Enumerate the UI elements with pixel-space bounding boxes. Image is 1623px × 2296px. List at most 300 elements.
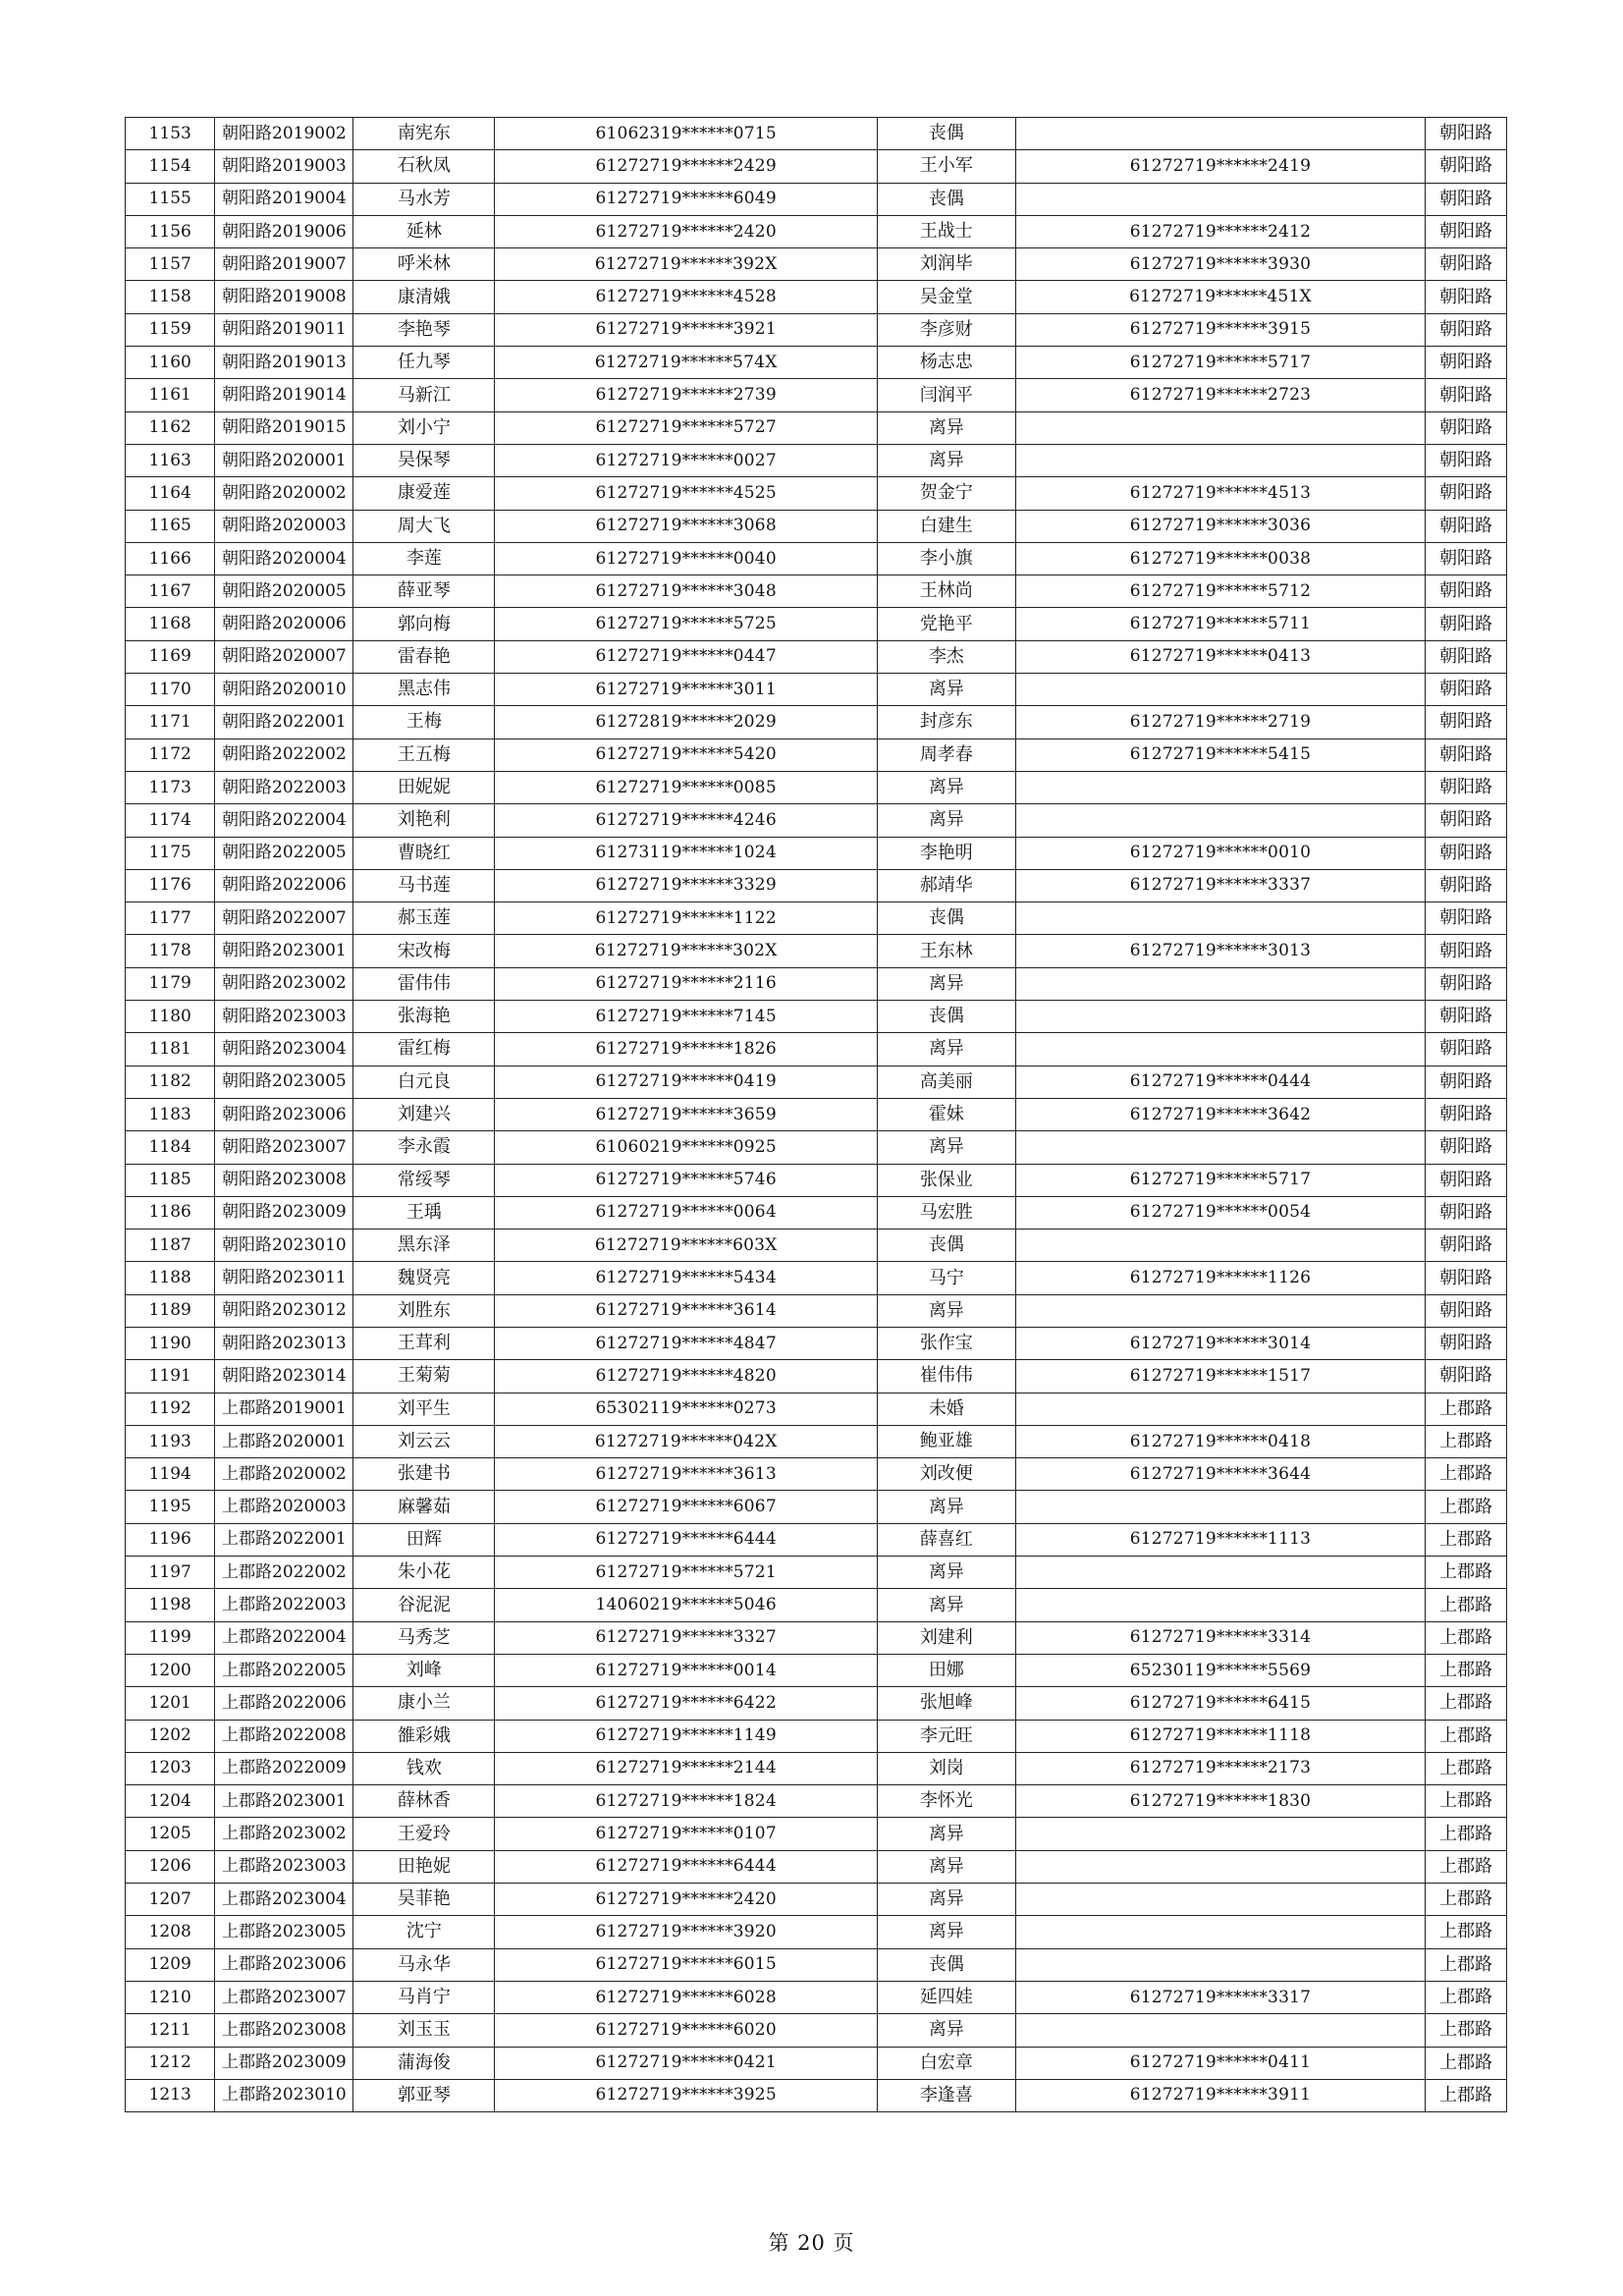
- spouse-or-status-cell: 离异: [877, 1818, 1015, 1850]
- applicant-id-cell: 61272719******0447: [495, 640, 877, 673]
- street-cell: 朝阳路: [1426, 1230, 1507, 1262]
- row-number-cell: 1162: [126, 411, 215, 444]
- spouse-or-status-cell: 丧偶: [877, 1948, 1015, 1981]
- spouse-id-cell: 61272719******3642: [1015, 1098, 1425, 1130]
- applicant-name-cell: 麻馨茹: [353, 1491, 495, 1523]
- table-row: [126, 1230, 1507, 1262]
- spouse-id-cell: 61272719******0413: [1015, 640, 1425, 673]
- street-cell: 朝阳路: [1426, 967, 1507, 1000]
- table-row: [126, 935, 1507, 967]
- spouse-or-status-cell: 周孝春: [877, 738, 1015, 771]
- spouse-or-status-cell: 丧偶: [877, 1230, 1015, 1262]
- street-cell: 朝阳路: [1426, 150, 1507, 183]
- table-row: [126, 738, 1507, 771]
- street-cell: 上郡路: [1426, 1785, 1507, 1818]
- spouse-id-cell: [1015, 967, 1425, 1000]
- household-code-cell: 朝阳路2023004: [215, 1033, 353, 1066]
- spouse-or-status-cell: 李杰: [877, 640, 1015, 673]
- table-row: [126, 118, 1507, 150]
- applicant-name-cell: 康清娥: [353, 281, 495, 313]
- spouse-id-cell: 61272719******3314: [1015, 1621, 1425, 1654]
- records-body: [126, 118, 1507, 2112]
- street-cell: 上郡路: [1426, 1884, 1507, 1916]
- spouse-or-status-cell: 张作宝: [877, 1327, 1015, 1359]
- household-code-cell: 朝阳路2023012: [215, 1294, 353, 1327]
- table-row: [126, 1393, 1507, 1425]
- street-cell: 朝阳路: [1426, 1131, 1507, 1164]
- household-code-cell: 上郡路2022004: [215, 1621, 353, 1654]
- table-row: [126, 869, 1507, 902]
- row-number-cell: 1179: [126, 967, 215, 1000]
- street-cell: 上郡路: [1426, 1720, 1507, 1752]
- household-code-cell: 上郡路2023004: [215, 1884, 353, 1916]
- spouse-id-cell: 61272719******1126: [1015, 1262, 1425, 1294]
- spouse-or-status-cell: 田娜: [877, 1654, 1015, 1686]
- table-row: [126, 1033, 1507, 1066]
- household-code-cell: 朝阳路2023001: [215, 935, 353, 967]
- spouse-id-cell: 61272719******2173: [1015, 1752, 1425, 1784]
- table-row: [126, 1981, 1507, 2013]
- row-number-cell: 1160: [126, 347, 215, 379]
- applicant-name-cell: 王茸利: [353, 1327, 495, 1359]
- spouse-or-status-cell: 丧偶: [877, 902, 1015, 935]
- table-row: [126, 1523, 1507, 1556]
- spouse-or-status-cell: 鲍亚雄: [877, 1425, 1015, 1457]
- applicant-name-cell: 刘云云: [353, 1425, 495, 1457]
- spouse-or-status-cell: 刘建利: [877, 1621, 1015, 1654]
- spouse-id-cell: 61272719******2723: [1015, 379, 1425, 411]
- applicant-name-cell: 吴菲艳: [353, 1884, 495, 1916]
- spouse-id-cell: 61272719******5717: [1015, 1164, 1425, 1196]
- spouse-or-status-cell: 刘润毕: [877, 248, 1015, 281]
- household-code-cell: 上郡路2022002: [215, 1557, 353, 1589]
- table-row: [126, 1360, 1507, 1393]
- household-code-cell: 朝阳路2022006: [215, 869, 353, 902]
- applicant-name-cell: 刘胜东: [353, 1294, 495, 1327]
- applicant-id-cell: 61272719******6020: [495, 2014, 877, 2047]
- spouse-or-status-cell: 丧偶: [877, 1001, 1015, 1033]
- household-code-cell: 朝阳路2019004: [215, 183, 353, 215]
- applicant-name-cell: 王菊菊: [353, 1360, 495, 1393]
- spouse-id-cell: 61272719******3317: [1015, 1981, 1425, 2013]
- table-row: [126, 1654, 1507, 1686]
- row-number-cell: 1197: [126, 1557, 215, 1589]
- street-cell: 朝阳路: [1426, 1098, 1507, 1130]
- street-cell: 朝阳路: [1426, 1066, 1507, 1098]
- row-number-cell: 1161: [126, 379, 215, 411]
- household-code-cell: 朝阳路2023011: [215, 1262, 353, 1294]
- table-row: [126, 1131, 1507, 1164]
- applicant-id-cell: 61272719******0027: [495, 444, 877, 476]
- applicant-id-cell: 61272719******0014: [495, 1654, 877, 1686]
- row-number-cell: 1187: [126, 1230, 215, 1262]
- applicant-id-cell: 61272719******6444: [495, 1523, 877, 1556]
- applicant-name-cell: 康爱莲: [353, 477, 495, 510]
- row-number-cell: 1206: [126, 1850, 215, 1883]
- row-number-cell: 1191: [126, 1360, 215, 1393]
- row-number-cell: 1155: [126, 183, 215, 215]
- street-cell: 朝阳路: [1426, 935, 1507, 967]
- spouse-id-cell: 61272719******2412: [1015, 215, 1425, 247]
- row-number-cell: 1172: [126, 738, 215, 771]
- spouse-id-cell: [1015, 1131, 1425, 1164]
- applicant-id-cell: 61272719******2739: [495, 379, 877, 411]
- household-code-cell: 上郡路2020002: [215, 1458, 353, 1491]
- row-number-cell: 1159: [126, 313, 215, 346]
- applicant-name-cell: 王爱玲: [353, 1818, 495, 1850]
- table-row: [126, 1752, 1507, 1784]
- table-row: [126, 674, 1507, 706]
- spouse-or-status-cell: 李怀光: [877, 1785, 1015, 1818]
- table-row: [126, 1818, 1507, 1850]
- applicant-id-cell: 61272719******2420: [495, 215, 877, 247]
- street-cell: 朝阳路: [1426, 804, 1507, 837]
- household-code-cell: 朝阳路2020006: [215, 608, 353, 640]
- applicant-name-cell: 呼米林: [353, 248, 495, 281]
- spouse-or-status-cell: 高美丽: [877, 1066, 1015, 1098]
- applicant-id-cell: 61272719******5434: [495, 1262, 877, 1294]
- applicant-name-cell: 宋改梅: [353, 935, 495, 967]
- spouse-or-status-cell: 吴金堂: [877, 281, 1015, 313]
- applicant-id-cell: 61272719******2429: [495, 150, 877, 183]
- applicant-id-cell: 61272719******2116: [495, 967, 877, 1000]
- applicant-name-cell: 黑志伟: [353, 674, 495, 706]
- spouse-id-cell: 61272719******2719: [1015, 706, 1425, 738]
- spouse-or-status-cell: 李元旺: [877, 1720, 1015, 1752]
- row-number-cell: 1213: [126, 2079, 215, 2111]
- applicant-name-cell: 刘峰: [353, 1654, 495, 1686]
- spouse-or-status-cell: 张保业: [877, 1164, 1015, 1196]
- row-number-cell: 1164: [126, 477, 215, 510]
- street-cell: 上郡路: [1426, 1557, 1507, 1589]
- table-row: [126, 1491, 1507, 1523]
- spouse-id-cell: 61272719******0411: [1015, 2047, 1425, 2079]
- table-row: [126, 1720, 1507, 1752]
- spouse-id-cell: [1015, 1884, 1425, 1916]
- street-cell: 朝阳路: [1426, 608, 1507, 640]
- applicant-id-cell: 61272719******4528: [495, 281, 877, 313]
- street-cell: 朝阳路: [1426, 738, 1507, 771]
- row-number-cell: 1165: [126, 510, 215, 542]
- street-cell: 朝阳路: [1426, 1001, 1507, 1033]
- table-row: [126, 444, 1507, 476]
- row-number-cell: 1210: [126, 1981, 215, 2013]
- table-row: [126, 510, 1507, 542]
- applicant-name-cell: 石秋凤: [353, 150, 495, 183]
- row-number-cell: 1157: [126, 248, 215, 281]
- applicant-id-cell: 61272719******2420: [495, 1884, 877, 1916]
- applicant-id-cell: 61272719******3327: [495, 1621, 877, 1654]
- street-cell: 上郡路: [1426, 2047, 1507, 2079]
- applicant-id-cell: 61272719******0419: [495, 1066, 877, 1098]
- applicant-name-cell: 马肖宁: [353, 1981, 495, 2013]
- spouse-id-cell: [1015, 444, 1425, 476]
- street-cell: 朝阳路: [1426, 575, 1507, 608]
- applicant-id-cell: 61272719******1149: [495, 1720, 877, 1752]
- applicant-name-cell: 雷红梅: [353, 1033, 495, 1066]
- row-number-cell: 1207: [126, 1884, 215, 1916]
- spouse-id-cell: [1015, 2014, 1425, 2047]
- street-cell: 朝阳路: [1426, 477, 1507, 510]
- table-row: [126, 1001, 1507, 1033]
- applicant-name-cell: 田辉: [353, 1523, 495, 1556]
- row-number-cell: 1201: [126, 1687, 215, 1720]
- applicant-name-cell: 谷泥泥: [353, 1589, 495, 1621]
- table-row: [126, 1850, 1507, 1883]
- row-number-cell: 1204: [126, 1785, 215, 1818]
- street-cell: 上郡路: [1426, 1916, 1507, 1948]
- spouse-or-status-cell: 离异: [877, 1294, 1015, 1327]
- household-code-cell: 朝阳路2019015: [215, 411, 353, 444]
- street-cell: 朝阳路: [1426, 837, 1507, 869]
- applicant-id-cell: 61272819******2029: [495, 706, 877, 738]
- table-row: [126, 542, 1507, 574]
- household-code-cell: 朝阳路2022003: [215, 771, 353, 803]
- applicant-id-cell: 61272719******5721: [495, 1557, 877, 1589]
- applicant-id-cell: 61272719******5727: [495, 411, 877, 444]
- spouse-or-status-cell: 离异: [877, 1850, 1015, 1883]
- applicant-name-cell: 李莲: [353, 542, 495, 574]
- street-cell: 上郡路: [1426, 1654, 1507, 1686]
- spouse-id-cell: 61272719******5712: [1015, 575, 1425, 608]
- row-number-cell: 1182: [126, 1066, 215, 1098]
- spouse-or-status-cell: 李逢喜: [877, 2079, 1015, 2111]
- spouse-id-cell: 61272719******3337: [1015, 869, 1425, 902]
- spouse-or-status-cell: 李艳明: [877, 837, 1015, 869]
- household-code-cell: 朝阳路2022004: [215, 804, 353, 837]
- street-cell: 朝阳路: [1426, 869, 1507, 902]
- row-number-cell: 1194: [126, 1458, 215, 1491]
- applicant-id-cell: 61272719******6049: [495, 183, 877, 215]
- household-code-cell: 上郡路2020001: [215, 1425, 353, 1457]
- applicant-name-cell: 白元良: [353, 1066, 495, 1098]
- applicant-name-cell: 南宪东: [353, 118, 495, 150]
- applicant-name-cell: 刘艳利: [353, 804, 495, 837]
- spouse-id-cell: [1015, 1001, 1425, 1033]
- applicant-id-cell: 61272719******0085: [495, 771, 877, 803]
- spouse-id-cell: 61272719******5415: [1015, 738, 1425, 771]
- household-code-cell: 上郡路2023010: [215, 2079, 353, 2111]
- household-code-cell: 上郡路2023005: [215, 1916, 353, 1948]
- household-code-cell: 朝阳路2019011: [215, 313, 353, 346]
- spouse-or-status-cell: 党艳平: [877, 608, 1015, 640]
- street-cell: 上郡路: [1426, 1458, 1507, 1491]
- street-cell: 朝阳路: [1426, 542, 1507, 574]
- applicant-name-cell: 张建书: [353, 1458, 495, 1491]
- spouse-or-status-cell: 延四娃: [877, 1981, 1015, 2013]
- applicant-id-cell: 61272719******0064: [495, 1196, 877, 1229]
- street-cell: 朝阳路: [1426, 771, 1507, 803]
- applicant-name-cell: 雷春艳: [353, 640, 495, 673]
- row-number-cell: 1198: [126, 1589, 215, 1621]
- table-row: [126, 1948, 1507, 1981]
- applicant-name-cell: 刘玉玉: [353, 2014, 495, 2047]
- spouse-id-cell: [1015, 1916, 1425, 1948]
- applicant-id-cell: 61272719******603X: [495, 1230, 877, 1262]
- applicant-id-cell: 61060219******0925: [495, 1131, 877, 1164]
- street-cell: 朝阳路: [1426, 379, 1507, 411]
- spouse-or-status-cell: 刘改便: [877, 1458, 1015, 1491]
- household-code-cell: 上郡路2022005: [215, 1654, 353, 1686]
- spouse-or-status-cell: 白建生: [877, 510, 1015, 542]
- household-code-cell: 上郡路2020003: [215, 1491, 353, 1523]
- applicant-id-cell: 61272719******3329: [495, 869, 877, 902]
- street-cell: 上郡路: [1426, 1621, 1507, 1654]
- street-cell: 朝阳路: [1426, 313, 1507, 346]
- street-cell: 上郡路: [1426, 1948, 1507, 1981]
- household-code-cell: 朝阳路2019006: [215, 215, 353, 247]
- applicant-name-cell: 王梅: [353, 706, 495, 738]
- spouse-id-cell: 61272719******5711: [1015, 608, 1425, 640]
- street-cell: 上郡路: [1426, 2014, 1507, 2047]
- household-code-cell: 朝阳路2023009: [215, 1196, 353, 1229]
- spouse-or-status-cell: 李小旗: [877, 542, 1015, 574]
- table-row: [126, 1262, 1507, 1294]
- spouse-or-status-cell: 离异: [877, 771, 1015, 803]
- row-number-cell: 1195: [126, 1491, 215, 1523]
- household-code-cell: 朝阳路2019013: [215, 347, 353, 379]
- household-code-cell: 上郡路2023009: [215, 2047, 353, 2079]
- spouse-id-cell: [1015, 1948, 1425, 1981]
- spouse-id-cell: 61272719******1830: [1015, 1785, 1425, 1818]
- row-number-cell: 1193: [126, 1425, 215, 1457]
- spouse-id-cell: 61272719******1113: [1015, 1523, 1425, 1556]
- street-cell: 朝阳路: [1426, 1196, 1507, 1229]
- row-number-cell: 1153: [126, 118, 215, 150]
- applicant-name-cell: 常绥琴: [353, 1164, 495, 1196]
- household-code-cell: 朝阳路2023013: [215, 1327, 353, 1359]
- street-cell: 上郡路: [1426, 1850, 1507, 1883]
- row-number-cell: 1166: [126, 542, 215, 574]
- spouse-or-status-cell: 离异: [877, 1033, 1015, 1066]
- household-code-cell: 朝阳路2020007: [215, 640, 353, 673]
- household-code-cell: 上郡路2023006: [215, 1948, 353, 1981]
- applicant-name-cell: 沈宁: [353, 1916, 495, 1948]
- household-code-cell: 朝阳路2023014: [215, 1360, 353, 1393]
- applicant-id-cell: 61272719******3011: [495, 674, 877, 706]
- table-row: [126, 411, 1507, 444]
- street-cell: 上郡路: [1426, 2079, 1507, 2111]
- street-cell: 朝阳路: [1426, 1327, 1507, 1359]
- street-cell: 上郡路: [1426, 1523, 1507, 1556]
- spouse-id-cell: [1015, 1491, 1425, 1523]
- household-code-cell: 朝阳路2020003: [215, 510, 353, 542]
- row-number-cell: 1176: [126, 869, 215, 902]
- spouse-id-cell: 61272719******3014: [1015, 1327, 1425, 1359]
- spouse-or-status-cell: 贺金宁: [877, 477, 1015, 510]
- household-code-cell: 朝阳路2023005: [215, 1066, 353, 1098]
- household-code-cell: 朝阳路2020004: [215, 542, 353, 574]
- table-row: [126, 2079, 1507, 2111]
- applicant-id-cell: 61272719******1122: [495, 902, 877, 935]
- table-row: [126, 967, 1507, 1000]
- street-cell: 上郡路: [1426, 1752, 1507, 1784]
- spouse-or-status-cell: 丧偶: [877, 183, 1015, 215]
- row-number-cell: 1203: [126, 1752, 215, 1784]
- applicant-id-cell: 61272719******1824: [495, 1785, 877, 1818]
- spouse-or-status-cell: 王东林: [877, 935, 1015, 967]
- household-code-cell: 上郡路2019001: [215, 1393, 353, 1425]
- row-number-cell: 1173: [126, 771, 215, 803]
- applicant-id-cell: 61272719******5420: [495, 738, 877, 771]
- row-number-cell: 1180: [126, 1001, 215, 1033]
- applicant-id-cell: 61272719******3925: [495, 2079, 877, 2111]
- table-row: [126, 608, 1507, 640]
- spouse-id-cell: 61272719******3013: [1015, 935, 1425, 967]
- table-row: [126, 379, 1507, 411]
- applicant-id-cell: 14060219******5046: [495, 1589, 877, 1621]
- spouse-or-status-cell: 霍妹: [877, 1098, 1015, 1130]
- applicant-name-cell: 张海艳: [353, 1001, 495, 1033]
- applicant-id-cell: 61272719******6028: [495, 1981, 877, 2013]
- row-number-cell: 1186: [126, 1196, 215, 1229]
- applicant-id-cell: 61272719******4820: [495, 1360, 877, 1393]
- table-row: [126, 1425, 1507, 1457]
- street-cell: 上郡路: [1426, 1687, 1507, 1720]
- spouse-or-status-cell: 李彦财: [877, 313, 1015, 346]
- household-code-cell: 朝阳路2019002: [215, 118, 353, 150]
- spouse-id-cell: [1015, 1589, 1425, 1621]
- street-cell: 朝阳路: [1426, 1033, 1507, 1066]
- applicant-name-cell: 延林: [353, 215, 495, 247]
- spouse-id-cell: [1015, 1850, 1425, 1883]
- table-row: [126, 2047, 1507, 2079]
- records-table: [125, 117, 1507, 2112]
- applicant-id-cell: 61272719******0421: [495, 2047, 877, 2079]
- applicant-id-cell: 61272719******4525: [495, 477, 877, 510]
- household-code-cell: 上郡路2023007: [215, 1981, 353, 2013]
- spouse-id-cell: 61272719******0418: [1015, 1425, 1425, 1457]
- household-code-cell: 上郡路2022008: [215, 1720, 353, 1752]
- spouse-id-cell: 61272719******6415: [1015, 1687, 1425, 1720]
- applicant-id-cell: 61272719******0040: [495, 542, 877, 574]
- applicant-id-cell: 61272719******4246: [495, 804, 877, 837]
- applicant-id-cell: 61272719******042X: [495, 1425, 877, 1457]
- table-row: [126, 575, 1507, 608]
- household-code-cell: 上郡路2023003: [215, 1850, 353, 1883]
- spouse-or-status-cell: 离异: [877, 1884, 1015, 1916]
- applicant-name-cell: 刘平生: [353, 1393, 495, 1425]
- applicant-id-cell: 61272719******0107: [495, 1818, 877, 1850]
- household-code-cell: 朝阳路2023010: [215, 1230, 353, 1262]
- spouse-id-cell: 61272719******4513: [1015, 477, 1425, 510]
- row-number-cell: 1211: [126, 2014, 215, 2047]
- applicant-name-cell: 李艳琴: [353, 313, 495, 346]
- applicant-name-cell: 田艳妮: [353, 1850, 495, 1883]
- spouse-or-status-cell: 离异: [877, 1491, 1015, 1523]
- household-code-cell: 上郡路2023002: [215, 1818, 353, 1850]
- household-code-cell: 朝阳路2023003: [215, 1001, 353, 1033]
- applicant-name-cell: 康小兰: [353, 1687, 495, 1720]
- applicant-name-cell: 钱欢: [353, 1752, 495, 1784]
- applicant-id-cell: 61272719******392X: [495, 248, 877, 281]
- applicant-name-cell: 李永霞: [353, 1131, 495, 1164]
- applicant-id-cell: 61272719******3068: [495, 510, 877, 542]
- household-code-cell: 朝阳路2023002: [215, 967, 353, 1000]
- applicant-name-cell: 魏贤亮: [353, 1262, 495, 1294]
- applicant-id-cell: 61272719******3613: [495, 1458, 877, 1491]
- table-row: [126, 1164, 1507, 1196]
- applicant-name-cell: 郝玉莲: [353, 902, 495, 935]
- row-number-cell: 1196: [126, 1523, 215, 1556]
- household-code-cell: 朝阳路2023006: [215, 1098, 353, 1130]
- spouse-id-cell: [1015, 1557, 1425, 1589]
- spouse-id-cell: [1015, 1294, 1425, 1327]
- applicant-name-cell: 马秀芝: [353, 1621, 495, 1654]
- spouse-or-status-cell: 马宏胜: [877, 1196, 1015, 1229]
- street-cell: 朝阳路: [1426, 183, 1507, 215]
- table-row: [126, 1098, 1507, 1130]
